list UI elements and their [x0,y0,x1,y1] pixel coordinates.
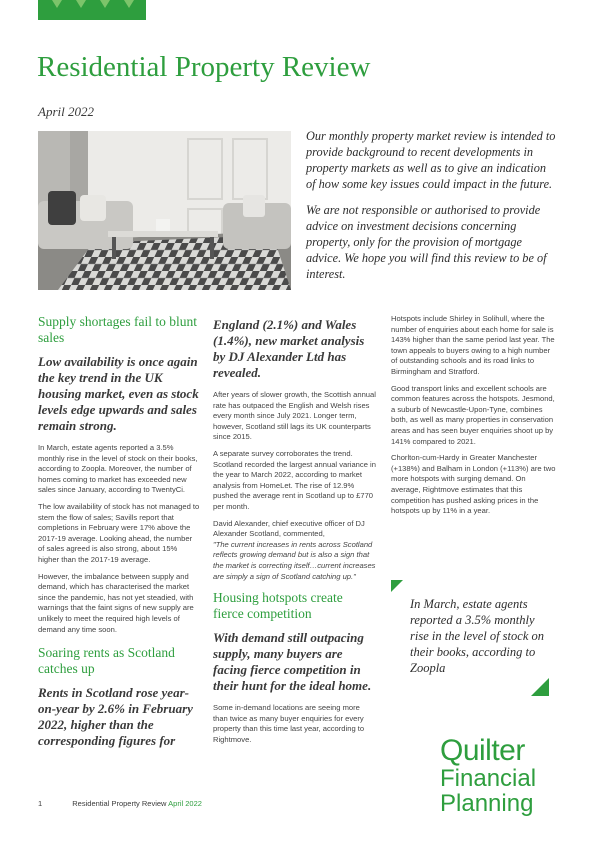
body-paragraph: In March, estate agents reported a 3.5% monthly rise in the level of stock on their books, according to Zoopla. Moreover, the number of homes coming to market has exceeded new sales since January, according to TwentyCi. [38,443,198,495]
body-paragraph: Some in-demand locations are seeing more than twice as many buyer enquiries for every property than this time last year, according to Rightmove. [213,703,365,744]
body-paragraph: After years of slower growth, the Scottish annual rate has outpaced the English and Welsh rises every month since July 2021. Longer term, however, Scotland still lags its UK counterparts since 2015. [213,390,376,442]
section-heading: Soaring rents as Scotland catches up [38,645,175,677]
footer-doc-title: Residential Property Review [72,799,167,808]
logo-line-1: Quilter [440,734,525,767]
logo-line-3: Planning [440,790,534,817]
footer-date: April 2022 [168,799,202,808]
body-paragraph: Good transport links and excellent schools are common features across the hotspots. Jesmond, a suburb of Newcastle-Upon-Tyne, combines both, as well as many properties in conservation areas and has seen buyer enquiries shoot up by 141% compared to 2021. [391,383,555,446]
section-body [213,703,376,745]
section-lead: Rents in Scotland rose year-on-year by 2.6% in February 2022, higher than the corresponding figures for [38,685,193,749]
living-room-photo [38,131,291,290]
body-paragraph: Chorlton-cum-Hardy in Greater Manchester (+138%) and Balham in London (+113%) are two more hotspots with surging demand. On average, Rightmove estimates that this competition has pushed asking prices in the hotspots up by 11% in a year. [391,453,556,516]
section-body [213,390,376,582]
quilter-logo [440,736,570,816]
body-paragraph: Hotspots include Shirley in Solihull, where the number of enquiries about each home for sale is 143% higher than the same period last year. The town appeals to buyers owing to a high number of outstanding schools and its road links to Birmingham and Stratford. [391,314,555,376]
pull-quote-callout [391,580,557,696]
section-heading: Supply shortages fail to blunt sales [38,314,197,345]
disclaimer-paragraph: We are not responsible or authorised to provide advice on investment decisions concerning property, only for the provision of mortgage advice. We hope you will find this review to be of interest. [306,203,547,281]
logo-line-2: Financial [440,765,537,792]
corner-triangle-icon [531,678,549,696]
body-paragraph: David Alexander, chief executive officer of DJ Alexander Scotland, commented, [213,518,365,539]
intro-block [306,128,556,292]
page-number: 1 [38,799,43,808]
section-body [38,443,200,635]
section-lead: Low availability is once again the key trend in the UK housing market, even as stock levels edge upwards and sales remain strong. [38,354,199,433]
column-2 [213,317,376,751]
issue-date: April 2022 [38,104,94,119]
section-heading: Housing hotspots create fierce competition [213,590,343,622]
page-footer [38,799,202,808]
column-3 [391,314,556,523]
section-lead: With demand still outpacing supply, many buyers are facing fierce competition in their hunt for the ideal home. [213,630,372,694]
column-1 [38,314,200,758]
page-title: Residential Property Review [37,51,371,83]
pull-quote-text: In March, estate agents reported a 3.5% monthly rise in the level of stock on their books, according to Zoopla [410,597,544,675]
body-paragraph: The low availability of stock has not managed to stem the flow of sales; Savills report that completions in February were 17% above the 2017-19 average. Looking ahead, the number of sales agreed is also strong, about 15% higher than the 2017-19 average. [38,501,200,564]
quote-paragraph: "The current increases in rents across Scotland reflects growing demand but is also a sign that the market is correcting itself…current increases are simply a sign of Scotland catching up." [213,539,376,581]
section-lead-continued: England (2.1%) and Wales (1.4%), new market analysis by DJ Alexander Ltd has revealed. [213,317,365,380]
intro-paragraph: Our monthly property market review is intended to provide background to recent developments in property markets as well as to give an indication of how some key issues could impact in the future. [306,129,556,191]
corner-triangle-icon [391,580,403,592]
section-body [391,314,556,517]
body-paragraph: However, the imbalance between supply and demand, which has characterised the market since the pandemic, has not yet steadied, with warnings that the faint signs of new supply are unlikely to meet the required high levels of demand any time soon. [38,571,194,634]
header-chevron-band [38,0,146,20]
body-paragraph: A separate survey corroborates the trend. Scotland recorded the largest annual variance in the year to March 2022, according to market analysis from HomeLet. The rise of 12.9% pushed the average rent in Scotland up to £770 per month. [213,448,376,511]
